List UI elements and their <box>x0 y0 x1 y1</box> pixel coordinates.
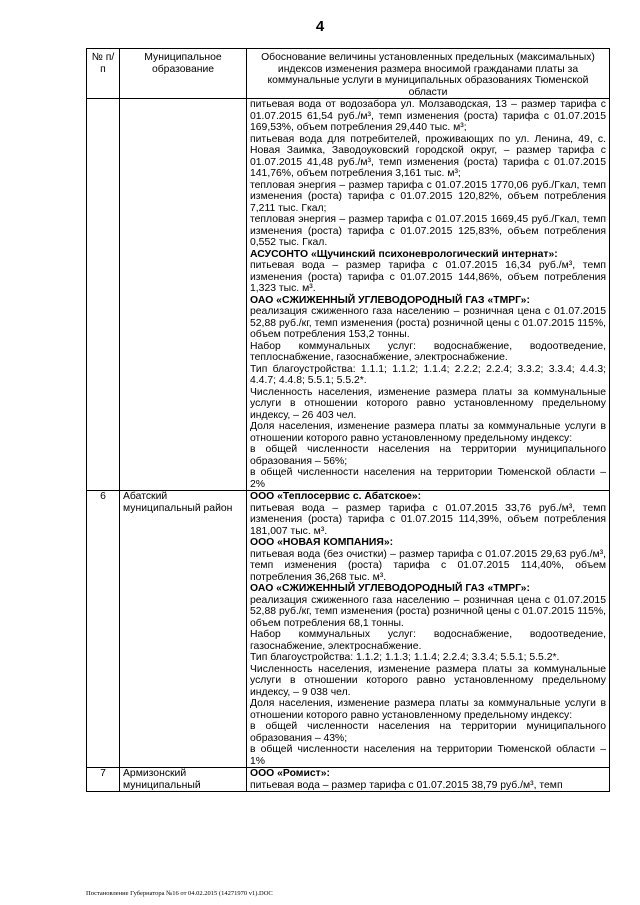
justification-paragraph: Тип благоустройства: 1.1.1; 1.1.2; 1.1.4; 2.2.2; 2.2.4; 3.3.2; 3.3.4; 4.4.3; 4.4.7; 4.4.8; 5.5.1; 5.5.2*. <box>250 363 606 386</box>
justification-paragraph: реализация сжиженного газа населению – розничная цена с 01.07.2015 52,88 руб./кг, темп изменения (роста) розничной цены с 01.07.2015 115%, объем потребления 68,1 тонны. <box>250 594 606 629</box>
justification-paragraph: питьевая вода – размер тарифа с 01.07.2015 16,34 руб./м³, темп изменения (роста) тарифа с 01.07.2015 144,86%, объем потребления 1,323 тыс. м³. <box>250 260 606 294</box>
table-header-row <box>87 49 610 99</box>
page-number: 4 <box>315 18 325 35</box>
row-number: 7 <box>87 768 120 792</box>
organization-heading: АСУСОНТО «Щучинский психоневрологический интернат»: <box>250 248 558 260</box>
table-row <box>87 491 610 768</box>
row-number <box>87 99 120 491</box>
table-body <box>87 99 610 792</box>
justification-paragraph: питьевая вода от водозабора ул. Молзаводская, 13 – размер тарифа с 01.07.2015 61,54 руб./м³, темп изменения (роста) тарифа с 01.07.2015 169,53%, объем потребления 29,440 тыс. м³; <box>250 99 606 133</box>
row-justification <box>247 99 610 491</box>
justification-paragraph: в общей численности населения на территории муниципального образования – 56%; <box>250 444 606 467</box>
row-number: 6 <box>87 491 120 768</box>
justification-paragraph: в общей численности населения на территории Тюменской области – 2% <box>250 467 606 490</box>
justification-paragraph: Набор коммунальных услуг: водоснабжение, водоотведение, газоснабжение, электроснабжение. <box>250 629 606 652</box>
header-municipality: Муниципальное образование <box>120 49 247 99</box>
justification-paragraph: в общей численности населения на территории Тюменской области – 1% <box>250 744 606 767</box>
header-num: № п/п <box>87 49 120 99</box>
justification-paragraph: Доля населения, изменение размера платы за коммунальные услуги в отношении которого равно установленному предельному индексу: <box>250 421 606 444</box>
table-row <box>87 768 610 792</box>
row-municipality <box>120 99 247 491</box>
justification-paragraph: в общей численности населения на территории муниципального образования – 43%; <box>250 721 606 744</box>
organization-heading: ООО «Теплосервис с. Абатское»: <box>250 491 422 502</box>
header-justification: Обоснование величины установленных предельных (максимальных) индексов изменения размера вносимой гражданами платы за коммунальные услуги в муниципальных образованиях Тюменской области <box>247 49 610 99</box>
document-footer: Постановление Губернатора №16 от 04.02.2015 (14271970 v1).DOC <box>86 890 273 897</box>
organization-heading: ООО «Ромист»: <box>250 768 330 779</box>
justification-paragraph: тепловая энергия – размер тарифа с 01.07.2015 1770,06 руб./Гкал, темп изменения (роста) тарифа с 01.07.2015 120,82%, объем потребления 7,211 тыс. Гкал; <box>250 179 606 214</box>
row-justification <box>247 768 610 792</box>
justification-paragraph: Тип благоустройства: 1.1.2; 1.1.3; 1.1.4; 2.2.4; 3.3.4; 5.5.1; 5.5.2*. <box>250 652 560 663</box>
justification-paragraph: питьевая вода – размер тарифа с 01.07.2015 38,79 руб./м³, темп <box>250 779 563 791</box>
justification-paragraph: реализация сжиженного газа населению – розничная цена с 01.07.2015 52,88 руб./кг, темп изменения (роста) розничной цены с 01.07.2015 115%, объем потребления 153,2 тонны. <box>250 306 606 340</box>
row-municipality: Армизонский муниципальный <box>120 768 247 792</box>
tariff-table <box>86 48 610 792</box>
justification-paragraph: Численность населения, изменение размера платы за коммунальные услуги в отношении которого равно установленному предельному индексу, – 9 038 чел. <box>250 663 606 698</box>
justification-paragraph: питьевая вода – размер тарифа с 01.07.2015 33,76 руб./м³, темп изменения (роста) тарифа с 01.07.2015 114,39%, объем потребления 181,007 тыс. м³. <box>250 502 606 537</box>
justification-paragraph: тепловая энергия – размер тарифа с 01.07.2015 1669,45 руб./Гкал, темп изменения (роста) тарифа с 01.07.2015 125,83%, объем потребления 0,552 тыс. Гкал. <box>250 214 606 248</box>
row-justification <box>247 491 610 768</box>
table-row <box>87 99 610 491</box>
organization-heading: ООО «НОВАЯ КОМПАНИЯ»: <box>250 537 394 548</box>
organization-heading: ОАО «СЖИЖЕННЫЙ УГЛЕВОДОРОДНЫЙ ГАЗ «ТМРГ»: <box>250 583 530 594</box>
justification-paragraph: Набор коммунальных услуг: водоснабжение, водоотведение, теплоснабжение, газоснабжение, электроснабжение. <box>250 340 606 363</box>
row-municipality: Абатский муниципальный район <box>120 491 247 768</box>
organization-heading: ОАО «СЖИЖЕННЫЙ УГЛЕВОДОРОДНЫЙ ГАЗ «ТМРГ»: <box>250 294 530 306</box>
justification-paragraph: Доля населения, изменение размера платы за коммунальные услуги в отношении которого равно установленному предельному индексу: <box>250 698 606 721</box>
justification-paragraph: питьевая вода для потребителей, проживающих по ул. Ленина, 49, с. Новая Заимка, Заводоуковский городской округ, – размер тарифа с 01.07.2015 41,48 руб./м³, темп изменения (роста) тарифа с 01.07.2015 141,76%, объем потребления 3,161 тыс. м³; <box>250 133 606 179</box>
justification-paragraph: питьевая вода (без очистки) – размер тарифа с 01.07.2015 29,63 руб./м³, темп изменения (роста) тарифа с 01.07.2015 114,40%, объем потребления 36,268 тыс. м³. <box>250 548 606 583</box>
justification-paragraph: Численность населения, изменение размера платы за коммунальные услуги в отношении которого равно установленному предельному индексу, – 26 403 чел. <box>250 386 606 421</box>
